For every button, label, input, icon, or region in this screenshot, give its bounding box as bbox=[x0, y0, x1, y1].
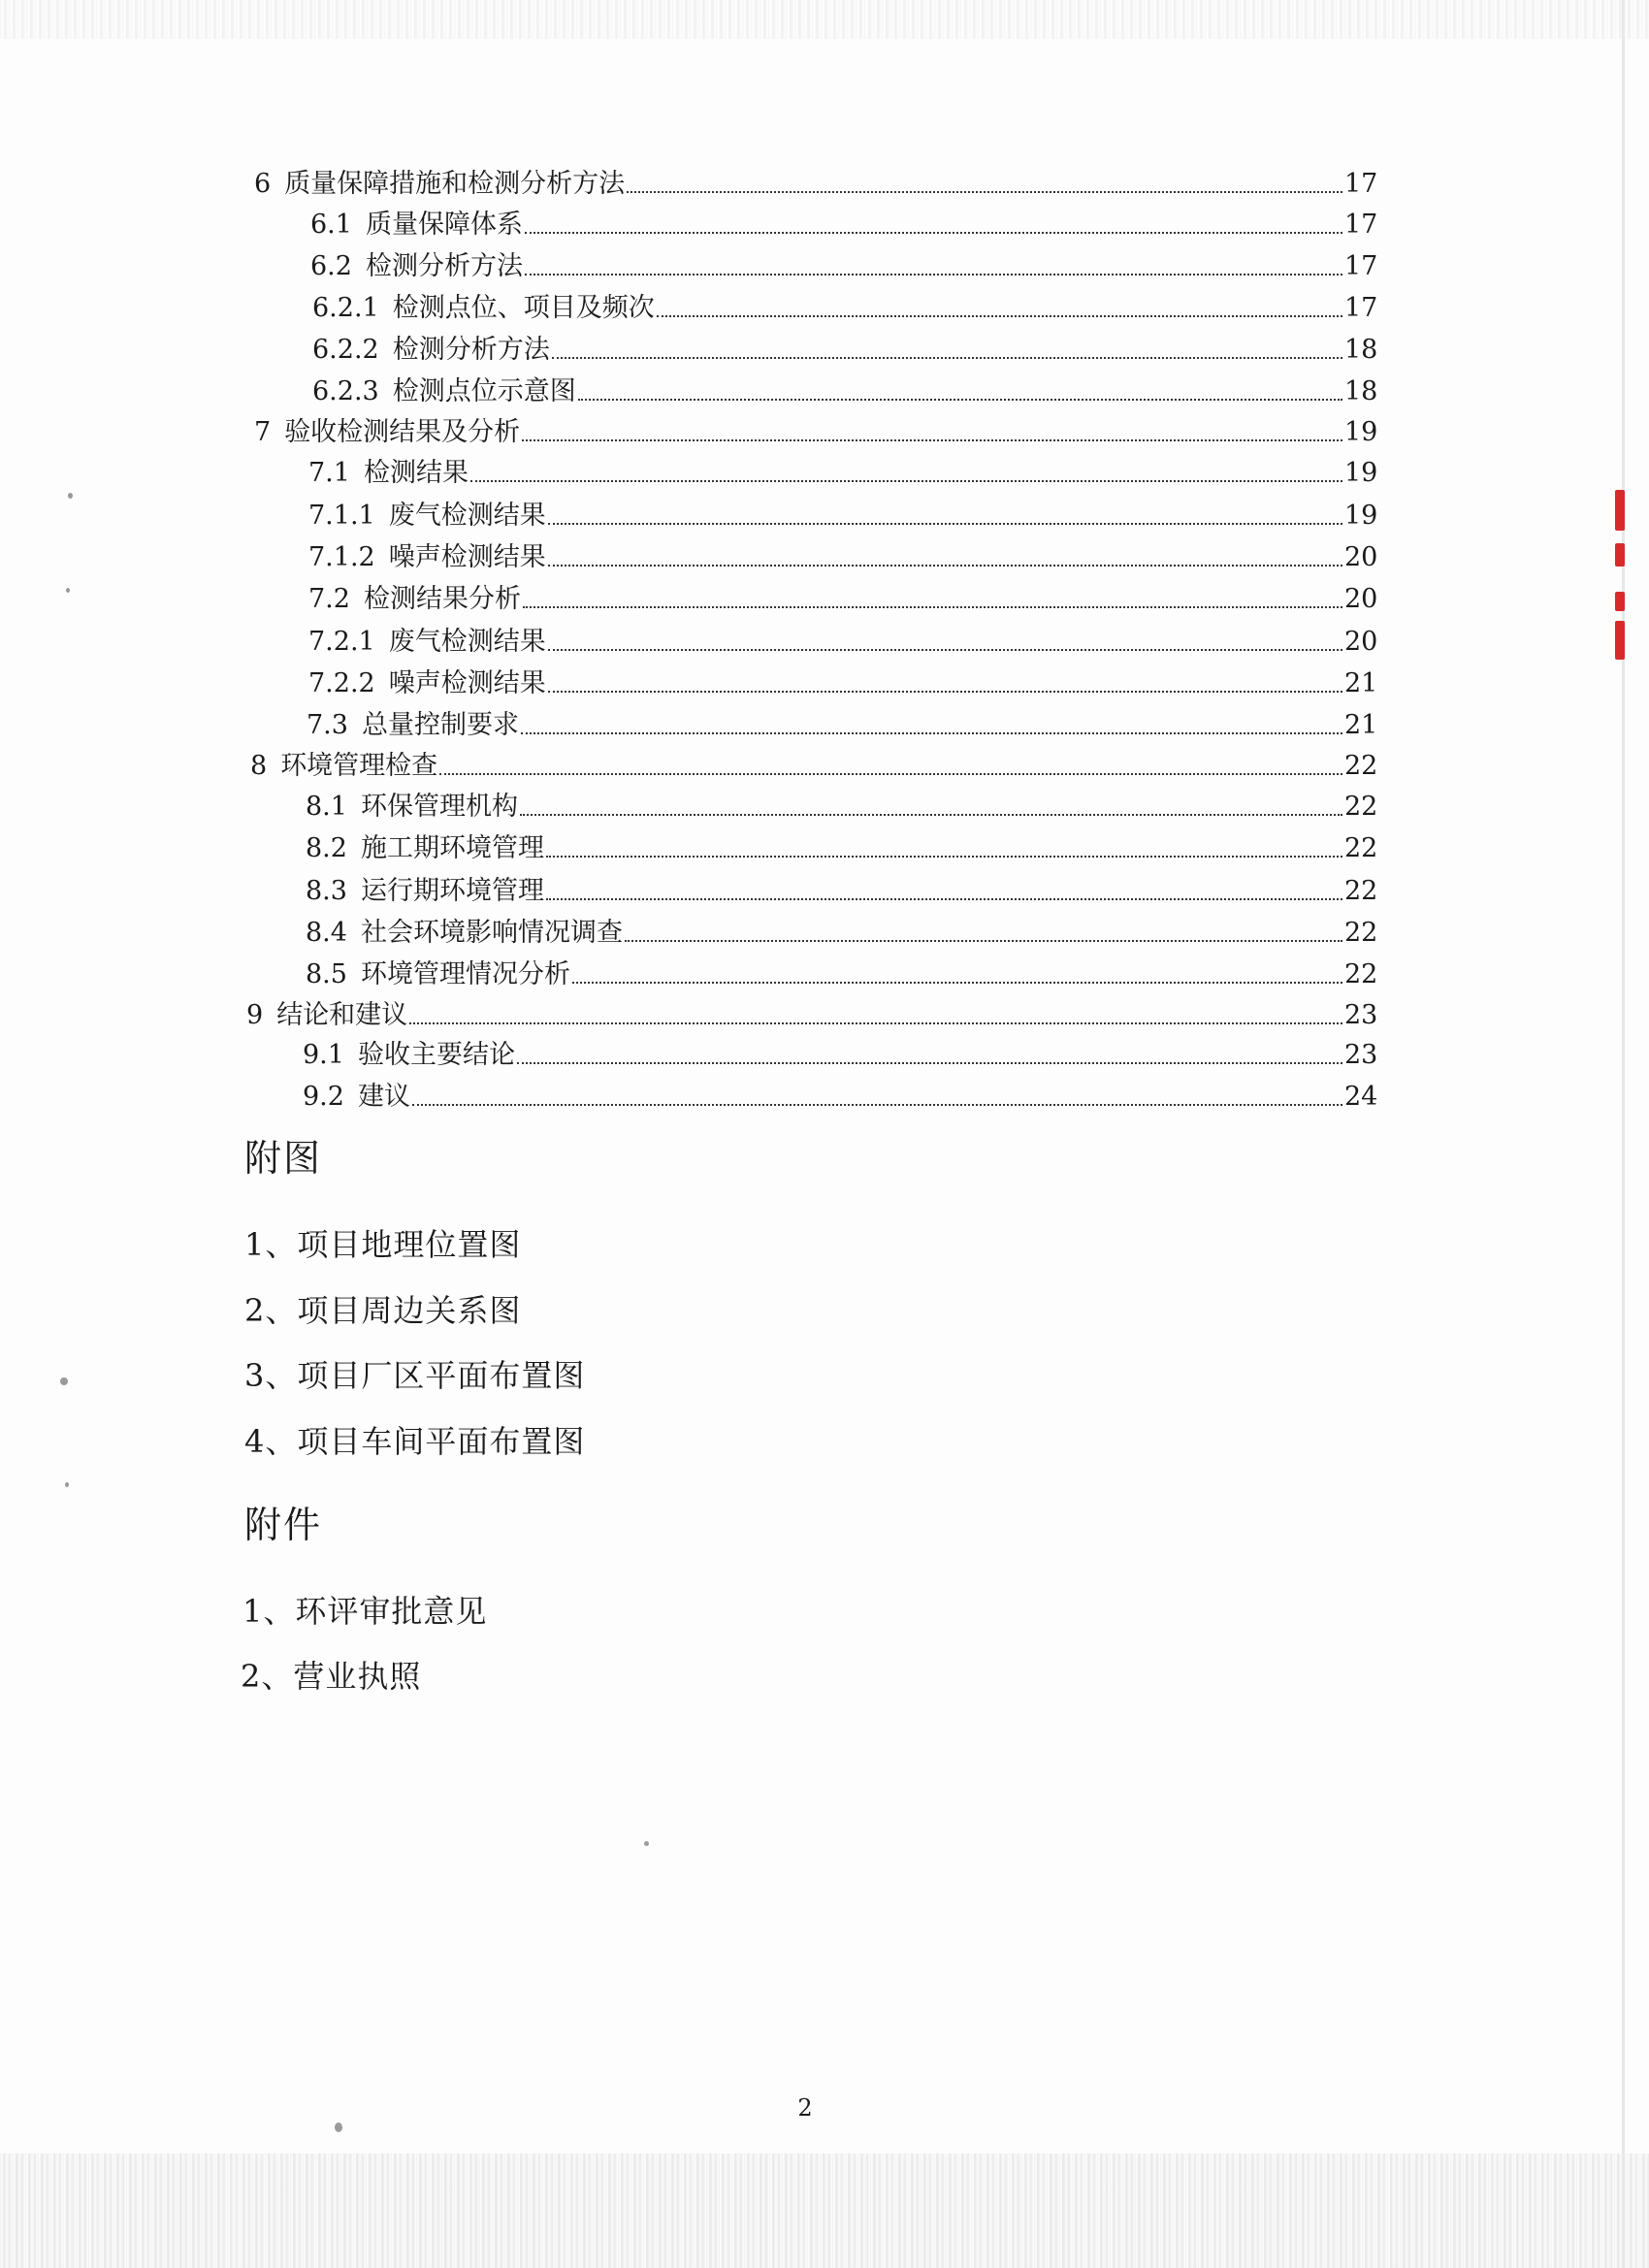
figure-item: 2、项目周边关系图 bbox=[244, 1292, 522, 1329]
toc-entry-title: 总量控制要求 bbox=[361, 710, 519, 740]
toc-dot-leader bbox=[409, 1021, 1342, 1024]
toc-entry-number: 8.1 bbox=[306, 792, 347, 822]
toc-entry-title: 环保管理机构 bbox=[360, 792, 518, 822]
scan-noise-top bbox=[0, 0, 1649, 39]
toc-entry-number: 6.2.3 bbox=[312, 376, 379, 406]
red-stamp-fragment bbox=[1615, 543, 1625, 567]
toc-entry-page: 20 bbox=[1344, 542, 1378, 572]
red-stamp-fragment bbox=[1615, 621, 1625, 660]
toc-entry bbox=[306, 827, 1378, 866]
toc-dot-leader bbox=[546, 897, 1342, 900]
toc-entry-number: 6 bbox=[254, 169, 272, 199]
toc-dot-leader bbox=[470, 479, 1342, 482]
toc-entry-page: 17 bbox=[1344, 293, 1378, 323]
toc-entry bbox=[310, 204, 1378, 243]
toc-entry-title: 检测结果 bbox=[363, 458, 469, 488]
scan-speck bbox=[65, 1482, 69, 1487]
toc-entry-page: 22 bbox=[1344, 876, 1378, 906]
toc-entry-number: 8 bbox=[250, 751, 268, 781]
toc-entry-number: 9.1 bbox=[303, 1040, 344, 1070]
toc-entry-page: 22 bbox=[1344, 918, 1378, 948]
toc-entry-page: 20 bbox=[1344, 584, 1378, 614]
toc-dot-leader bbox=[525, 231, 1342, 234]
figure-item: 3、项目厂区平面布置图 bbox=[244, 1357, 586, 1394]
toc-entry-page: 17 bbox=[1344, 169, 1378, 199]
toc-entry-number: 7.2.2 bbox=[308, 668, 375, 698]
toc-dot-leader bbox=[548, 690, 1342, 693]
attachment-item: 1、环评审批意见 bbox=[242, 1593, 488, 1630]
toc-entry-title: 噪声检测结果 bbox=[388, 668, 546, 698]
toc-entry-title: 废气检测结果 bbox=[388, 501, 546, 531]
toc-entry bbox=[306, 954, 1378, 992]
toc-dot-leader bbox=[525, 273, 1342, 275]
toc-entry-title: 建议 bbox=[357, 1082, 410, 1112]
toc-entry bbox=[310, 245, 1378, 284]
toc-entry-page: 19 bbox=[1344, 501, 1378, 531]
page-number: 2 bbox=[797, 2094, 813, 2122]
toc-entry bbox=[254, 163, 1378, 202]
figure-item: 4、项目车间平面布置图 bbox=[244, 1423, 586, 1460]
toc-entry-page: 19 bbox=[1344, 458, 1378, 488]
figures-heading: 附图 bbox=[244, 1137, 323, 1180]
toc-entry-number: 6.1 bbox=[310, 210, 352, 240]
toc-entry bbox=[306, 870, 1378, 909]
toc-dot-leader bbox=[546, 855, 1342, 858]
scan-speck bbox=[60, 1377, 68, 1385]
toc-entry-title: 检测分析方法 bbox=[392, 335, 550, 365]
toc-dot-leader bbox=[521, 731, 1342, 734]
toc-dot-leader bbox=[523, 605, 1342, 608]
scan-speck bbox=[644, 1841, 649, 1846]
toc-entry-page: 21 bbox=[1344, 710, 1378, 740]
toc-entry bbox=[250, 745, 1378, 784]
toc-entry-page: 23 bbox=[1344, 1040, 1378, 1070]
toc-dot-leader bbox=[412, 1103, 1342, 1106]
toc-entry bbox=[308, 663, 1378, 701]
scan-edge-right bbox=[1622, 0, 1625, 2268]
toc-entry-title: 运行期环境管理 bbox=[360, 876, 544, 906]
toc-dot-leader bbox=[439, 772, 1342, 775]
toc-entry-title: 结论和建议 bbox=[276, 1000, 408, 1030]
toc-dot-leader bbox=[657, 314, 1342, 317]
toc-entry-number: 7.2 bbox=[308, 584, 350, 614]
red-stamp-fragment bbox=[1615, 490, 1625, 531]
toc-dot-leader bbox=[520, 813, 1342, 816]
toc-entry bbox=[312, 287, 1378, 326]
toc-dot-leader bbox=[625, 939, 1342, 942]
toc-entry-number: 7.1.1 bbox=[308, 501, 375, 531]
toc-entry-title: 噪声检测结果 bbox=[388, 542, 546, 572]
toc-dot-leader bbox=[522, 438, 1342, 441]
toc-dot-leader bbox=[552, 356, 1342, 359]
toc-entry bbox=[308, 578, 1378, 617]
toc-entry-number: 8.2 bbox=[306, 833, 347, 863]
toc-entry bbox=[308, 621, 1378, 660]
toc-entry-number: 8.3 bbox=[306, 876, 347, 906]
toc-entry-number: 7 bbox=[254, 417, 272, 447]
figure-item: 1、项目地理位置图 bbox=[244, 1226, 522, 1263]
toc-entry-number: 6.2.2 bbox=[312, 335, 379, 365]
toc-entry-page: 22 bbox=[1344, 792, 1378, 822]
toc-dot-leader bbox=[548, 564, 1342, 567]
toc-entry-page: 24 bbox=[1344, 1082, 1378, 1112]
toc-entry bbox=[246, 994, 1378, 1033]
attachment-item: 2、营业执照 bbox=[241, 1658, 422, 1695]
toc-entry bbox=[307, 704, 1378, 743]
toc-entry bbox=[308, 452, 1378, 491]
toc-dot-leader bbox=[517, 1061, 1342, 1064]
scan-noise-bottom bbox=[0, 2154, 1649, 2268]
scan-speck bbox=[68, 493, 73, 499]
toc-entry-number: 8.5 bbox=[306, 959, 347, 989]
toc-entry bbox=[306, 912, 1378, 951]
toc-entry-page: 17 bbox=[1344, 210, 1378, 240]
toc-entry-page: 21 bbox=[1344, 668, 1378, 698]
toc-entry-page: 23 bbox=[1344, 1000, 1378, 1030]
toc-entry-title: 环境管理情况分析 bbox=[360, 959, 570, 989]
toc-entry-title: 检测结果分析 bbox=[363, 584, 521, 614]
toc-entry-title: 环境管理检查 bbox=[280, 751, 438, 781]
toc-entry bbox=[312, 371, 1378, 409]
toc-entry-page: 22 bbox=[1344, 833, 1378, 863]
toc-entry-page: 22 bbox=[1344, 751, 1378, 781]
toc-entry-number: 7.1.2 bbox=[308, 542, 375, 572]
toc-entry-title: 废气检测结果 bbox=[388, 627, 546, 657]
toc-entry-title: 检测点位、项目及频次 bbox=[392, 293, 655, 323]
toc-entry bbox=[303, 1076, 1378, 1115]
toc-dot-leader bbox=[572, 981, 1342, 984]
toc-entry-title: 施工期环境管理 bbox=[360, 833, 544, 863]
toc-entry-number: 7.3 bbox=[307, 710, 348, 740]
toc-entry-number: 6.2 bbox=[310, 251, 352, 281]
scan-speck bbox=[66, 588, 70, 593]
toc-entry-number: 9 bbox=[246, 1000, 264, 1030]
toc-entry-number: 9.2 bbox=[303, 1082, 344, 1112]
toc-entry-title: 验收主要结论 bbox=[357, 1040, 515, 1070]
attachments-heading: 附件 bbox=[244, 1504, 323, 1546]
toc-entry-title: 社会环境影响情况调查 bbox=[360, 918, 623, 948]
toc-entry-page: 20 bbox=[1344, 627, 1378, 657]
toc-entry bbox=[254, 411, 1378, 450]
toc-dot-leader bbox=[548, 522, 1342, 525]
toc-entry-number: 7.1 bbox=[308, 458, 350, 488]
toc-entry-page: 18 bbox=[1344, 335, 1378, 365]
toc-entry-title: 检测点位示意图 bbox=[392, 376, 576, 406]
toc-entry-title: 检测分析方法 bbox=[365, 251, 523, 281]
toc-dot-leader bbox=[578, 398, 1342, 401]
toc-entry-page: 18 bbox=[1344, 376, 1378, 406]
toc-dot-leader bbox=[627, 190, 1342, 193]
toc-entry bbox=[303, 1034, 1378, 1073]
toc-entry-number: 7.2.1 bbox=[308, 627, 375, 657]
toc-dot-leader bbox=[548, 648, 1342, 651]
toc-entry bbox=[312, 329, 1378, 368]
toc-entry-title: 验收检测结果及分析 bbox=[284, 417, 521, 447]
toc-entry-number: 8.4 bbox=[306, 918, 347, 948]
toc-entry-page: 17 bbox=[1344, 251, 1378, 281]
toc-entry bbox=[308, 495, 1378, 534]
scan-speck bbox=[335, 2122, 342, 2132]
toc-entry bbox=[308, 536, 1378, 575]
toc-entry-page: 19 bbox=[1344, 417, 1378, 447]
toc-entry bbox=[306, 786, 1378, 825]
toc-entry-page: 22 bbox=[1344, 959, 1378, 989]
toc-entry-title: 质量保障体系 bbox=[365, 210, 523, 240]
toc-entry-number: 6.2.1 bbox=[312, 293, 379, 323]
toc-entry-title: 质量保障措施和检测分析方法 bbox=[284, 169, 626, 199]
red-stamp-fragment bbox=[1615, 592, 1625, 611]
